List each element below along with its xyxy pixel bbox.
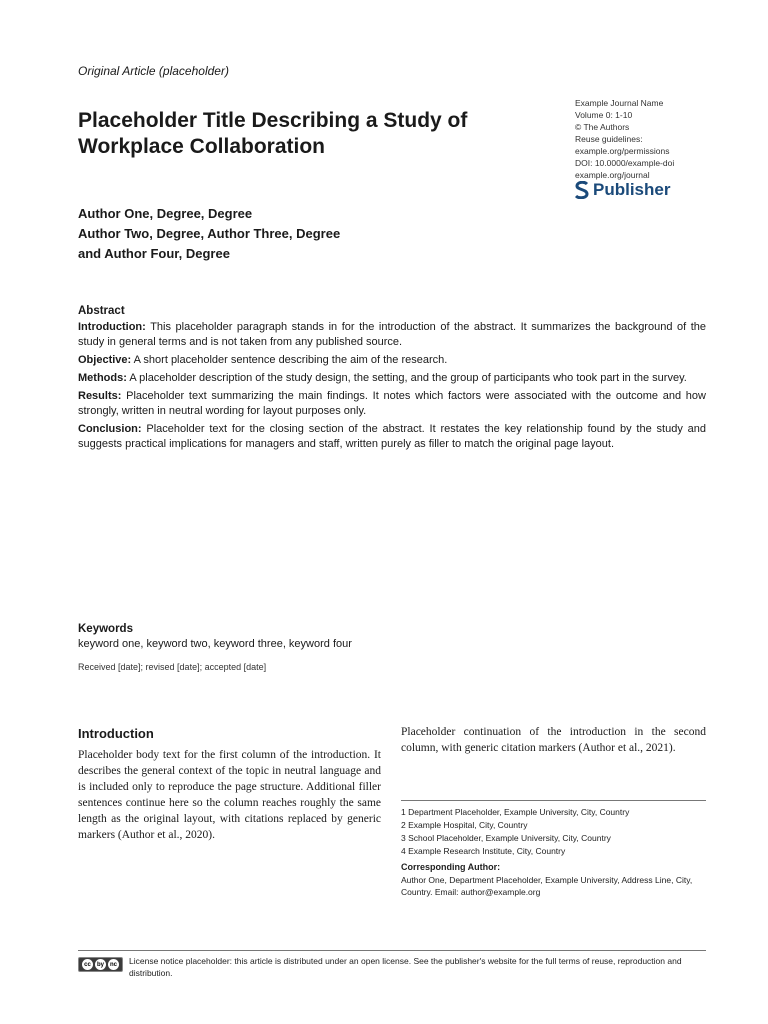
abstract-section-label: Conclusion: [78, 423, 142, 435]
abstract-section [78, 320, 706, 350]
corresponding-author-heading: Corresponding Author: [401, 862, 501, 872]
author-line: Author Two, Degree, Author Three, Degree [78, 226, 341, 241]
publisher-logo[interactable] [575, 180, 670, 200]
meta-line[interactable]: example.org/journal [575, 170, 650, 180]
abstract-section [78, 389, 706, 419]
abstract-section-label: Results: [78, 390, 122, 402]
affiliation-line: 1 Department Placeholder, Example University, City, Country [401, 807, 630, 817]
abstract-section-label: Introduction: [78, 321, 146, 333]
meta-line: © The Authors [575, 122, 630, 132]
abstract-section [78, 371, 706, 386]
meta-line[interactable]: example.org/permissions [575, 146, 670, 156]
body-column-right [401, 724, 706, 756]
affiliations-block [401, 800, 706, 899]
affiliation-line: 2 Example Hospital, City, Country [401, 820, 528, 830]
cc-icon: cc [82, 959, 93, 970]
abstract-section-label: Methods: [78, 372, 127, 384]
body-paragraph: Placeholder continuation of the introduction in the second column, with generic citation markers (Author et al., 2021). [401, 726, 706, 754]
article-type-label: Original Article (placeholder) [78, 64, 229, 78]
abstract-section [78, 353, 706, 368]
creative-commons-badge-icon[interactable] [78, 957, 123, 972]
keywords-block [78, 622, 706, 652]
abstract-section [78, 422, 706, 452]
keywords-text: keyword one, keyword two, keyword three, keyword four [78, 638, 352, 650]
publisher-mark-icon [575, 181, 589, 199]
body-paragraph: Placeholder body text for the first column of the introduction. It describes the general context of the topic in neutral language and is included only to reproduce the page structure. Additional filler sentences continue here so the column reaches roughly the same length as the original layout, with citations replaced by generic markers (Author et al., 2020). [78, 749, 381, 841]
affiliation-line: 3 School Placeholder, Example University, City, Country [401, 833, 611, 843]
author-list [78, 204, 578, 264]
abstract-heading: Abstract [78, 305, 125, 317]
meta-line: Reuse guidelines: [575, 134, 643, 144]
received-dates: Received [date]; revised [date]; accepted [date] [78, 662, 267, 672]
license-text: License notice placeholder: this article is distributed under an open license. See the publisher's website for the full terms of reuse, reproduction and distribution. [129, 956, 682, 978]
affiliation-line: 4 Example Research Institute, City, Country [401, 846, 566, 856]
journal-meta [575, 97, 745, 181]
keywords-heading: Keywords [78, 623, 133, 635]
abstract-section-text: A short placeholder sentence describing the aim of the research. [133, 354, 448, 366]
abstract-section-text: This placeholder paragraph stands in for the introduction of the abstract. It summarizes the background of the study in general terms and is not taken from any published source. [78, 321, 707, 348]
section-heading: Introduction [78, 726, 154, 741]
abstract-section-text: A placeholder description of the study design, the setting, and the group of participants who took part in the survey. [129, 372, 687, 384]
article-title: Placeholder Title Describing a Study of Workplace Collaboration [78, 109, 468, 158]
meta-line: Example Journal Name [575, 98, 664, 108]
meta-line: Volume 0: 1-10 [575, 110, 633, 120]
license-footer [78, 950, 706, 979]
abstract-section-text: Placeholder text for the closing section of the abstract. It restates the key relationship found by the study and suggests practical implications for managers and staff, written purely as filler to match the original page layout. [78, 423, 706, 450]
abstract-section-label: Objective: [78, 354, 132, 366]
abstract-block [78, 304, 706, 455]
by-icon: by [95, 959, 106, 970]
corresponding-author-text: Author One, Department Placeholder, Example University, Address Line, City, Country. Email: author@example.org [401, 875, 693, 897]
body-column-left [78, 726, 381, 843]
abstract-section-text: Placeholder text summarizing the main findings. It notes which factors were associated with the outcome and how strongly, written in neutral wording for layout purposes only. [78, 390, 706, 417]
publisher-name: Publisher [593, 180, 671, 199]
meta-line[interactable]: DOI: 10.0000/example-doi [575, 158, 675, 168]
nc-icon: nc [108, 959, 119, 970]
author-line: Author One, Degree, Degree [78, 206, 253, 221]
author-line: and Author Four, Degree [78, 246, 230, 261]
